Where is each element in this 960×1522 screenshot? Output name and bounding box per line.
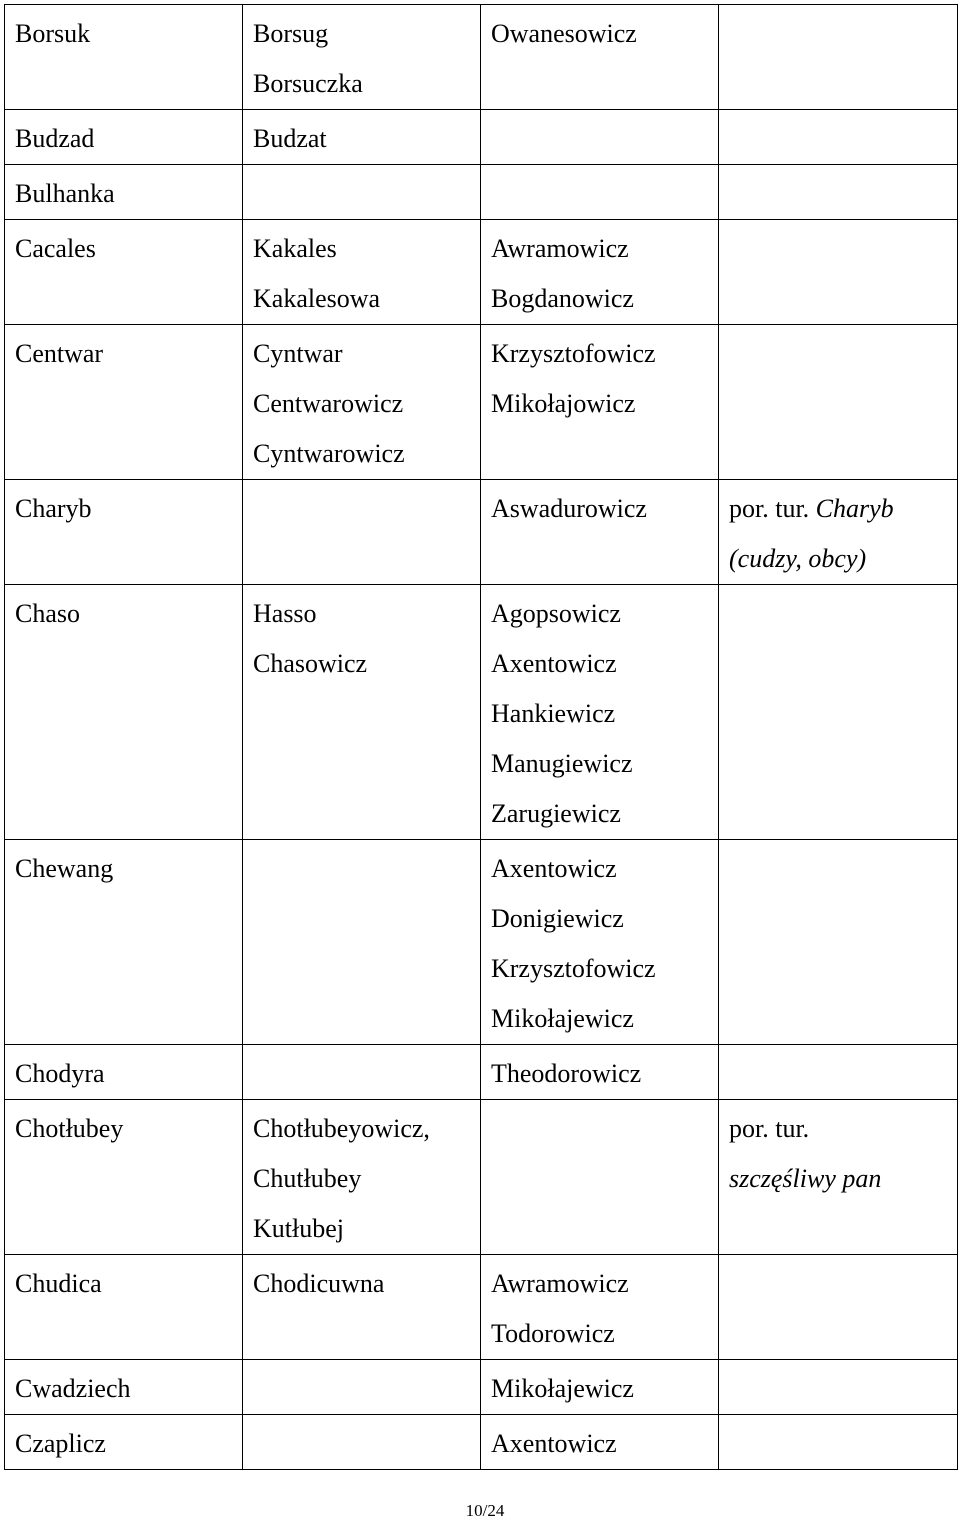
cell-variants xyxy=(243,220,481,325)
cell-patronymics xyxy=(481,1255,719,1360)
cell-notes xyxy=(719,220,958,325)
cell-line: Cyntwar xyxy=(253,339,343,368)
page-number: 10/24 xyxy=(465,1501,505,1520)
cell-patronymics xyxy=(481,325,719,480)
note-meaning: (cudzy, obcy) xyxy=(729,544,867,573)
cell-patronymics xyxy=(481,5,719,110)
cell-variants xyxy=(243,1255,481,1360)
cell-line: Borsuk xyxy=(15,19,91,48)
cell-line: Budzat xyxy=(253,124,327,153)
cell-line: Donigiewicz xyxy=(491,904,624,933)
cell-line: Mikołajewicz xyxy=(491,1004,634,1033)
cell-line: Chotłubeyowicz, xyxy=(253,1114,430,1143)
cell-variants xyxy=(243,1360,481,1415)
cell-surname xyxy=(5,1360,243,1415)
cell-patronymics xyxy=(481,1415,719,1470)
cell-line: Chotłubey xyxy=(15,1114,124,1143)
cell-line: Axentowicz xyxy=(491,1429,617,1458)
cell-line: Axentowicz xyxy=(491,854,617,883)
cell-variants xyxy=(243,1045,481,1100)
cell-surname xyxy=(5,165,243,220)
cell-line: Mikołajowicz xyxy=(491,389,636,418)
cell-line: Agopsowicz xyxy=(491,599,621,628)
table-body xyxy=(5,5,958,1470)
note-meaning: szczęśliwy pan xyxy=(729,1164,882,1193)
cell-patronymics xyxy=(481,1100,719,1255)
note-term: Charyb xyxy=(815,494,894,523)
cell-line: Chodicuwna xyxy=(253,1269,385,1298)
cell-line: Chudica xyxy=(15,1269,102,1298)
cell-variants xyxy=(243,1415,481,1470)
cell-line: Zarugiewicz xyxy=(491,799,621,828)
cell-surname xyxy=(5,480,243,585)
cell-notes xyxy=(719,1255,958,1360)
cell-line: Mikołajewicz xyxy=(491,1374,634,1403)
cell-line: Czaplicz xyxy=(15,1429,106,1458)
table-row xyxy=(5,480,958,585)
table-row xyxy=(5,1415,958,1470)
table-row xyxy=(5,110,958,165)
cell-patronymics xyxy=(481,585,719,840)
cell-patronymics xyxy=(481,480,719,585)
cell-surname xyxy=(5,840,243,1045)
table-row xyxy=(5,1255,958,1360)
table-row xyxy=(5,5,958,110)
cell-patronymics xyxy=(481,840,719,1045)
cell-line: Centwar xyxy=(15,339,104,368)
table-row xyxy=(5,1360,958,1415)
cell-notes xyxy=(719,5,958,110)
cell-surname xyxy=(5,1415,243,1470)
cell-variants xyxy=(243,325,481,480)
cell-line: Chodyra xyxy=(15,1059,105,1088)
surname-table xyxy=(4,4,958,1470)
cell-line: Krzysztofowicz xyxy=(491,339,656,368)
cell-variants xyxy=(243,165,481,220)
cell-line: Bogdanowicz xyxy=(491,284,634,313)
cell-surname xyxy=(5,1255,243,1360)
note-prefix: por. tur. xyxy=(729,1114,810,1143)
note-line xyxy=(729,1154,947,1204)
cell-variants xyxy=(243,840,481,1045)
cell-line: Kakales xyxy=(253,234,337,263)
cell-line: Cacales xyxy=(15,234,96,263)
table-row xyxy=(5,585,958,840)
cell-notes xyxy=(719,1360,958,1415)
cell-line: Kutłubej xyxy=(253,1214,344,1243)
cell-variants xyxy=(243,1100,481,1255)
note-prefix: por. tur. xyxy=(729,494,816,523)
cell-surname xyxy=(5,110,243,165)
cell-line: Chaso xyxy=(15,599,80,628)
cell-line: Hankiewicz xyxy=(491,699,616,728)
cell-notes xyxy=(719,480,958,585)
cell-line: Todorowicz xyxy=(491,1319,615,1348)
cell-line: Chutłubey xyxy=(253,1164,362,1193)
note-line xyxy=(729,484,947,534)
cell-notes xyxy=(719,1415,958,1470)
cell-line: Aswadurowicz xyxy=(491,494,647,523)
cell-line: Theodorowicz xyxy=(491,1059,642,1088)
cell-surname xyxy=(5,585,243,840)
cell-variants xyxy=(243,585,481,840)
cell-notes xyxy=(719,1045,958,1100)
cell-line: Cyntwarowicz xyxy=(253,439,405,468)
cell-patronymics xyxy=(481,110,719,165)
cell-line: Axentowicz xyxy=(491,649,617,678)
cell-line: Chasowicz xyxy=(253,649,368,678)
cell-line: Hasso xyxy=(253,599,317,628)
cell-line: Cwadziech xyxy=(15,1374,131,1403)
table-row xyxy=(5,165,958,220)
cell-notes xyxy=(719,1100,958,1255)
cell-patronymics xyxy=(481,1360,719,1415)
cell-notes xyxy=(719,110,958,165)
cell-variants xyxy=(243,480,481,585)
table-row xyxy=(5,220,958,325)
cell-notes xyxy=(719,840,958,1045)
cell-surname xyxy=(5,5,243,110)
cell-variants xyxy=(243,5,481,110)
cell-line: Bulhanka xyxy=(15,179,115,208)
cell-patronymics xyxy=(481,220,719,325)
cell-variants xyxy=(243,110,481,165)
cell-surname xyxy=(5,1045,243,1100)
cell-line: Centwarowicz xyxy=(253,389,404,418)
cell-line: Kakalesowa xyxy=(253,284,381,313)
note-line xyxy=(729,534,947,584)
cell-surname xyxy=(5,325,243,480)
cell-notes xyxy=(719,165,958,220)
cell-surname xyxy=(5,1100,243,1255)
cell-line: Owanesowicz xyxy=(491,19,637,48)
table-row xyxy=(5,325,958,480)
cell-patronymics xyxy=(481,1045,719,1100)
table-row xyxy=(5,840,958,1045)
cell-line: Budzad xyxy=(15,124,95,153)
cell-line: Manugiewicz xyxy=(491,749,633,778)
cell-notes xyxy=(719,585,958,840)
table-row xyxy=(5,1100,958,1255)
cell-surname xyxy=(5,220,243,325)
table-row xyxy=(5,1045,958,1100)
cell-notes xyxy=(719,325,958,480)
cell-patronymics xyxy=(481,165,719,220)
cell-line: Awramowicz xyxy=(491,234,629,263)
cell-line: Charyb xyxy=(15,494,92,523)
cell-line: Borsug xyxy=(253,19,329,48)
cell-line: Krzysztofowicz xyxy=(491,954,656,983)
cell-line: Chewang xyxy=(15,854,114,883)
cell-line: Borsuczka xyxy=(253,69,363,98)
cell-line: Awramowicz xyxy=(491,1269,629,1298)
